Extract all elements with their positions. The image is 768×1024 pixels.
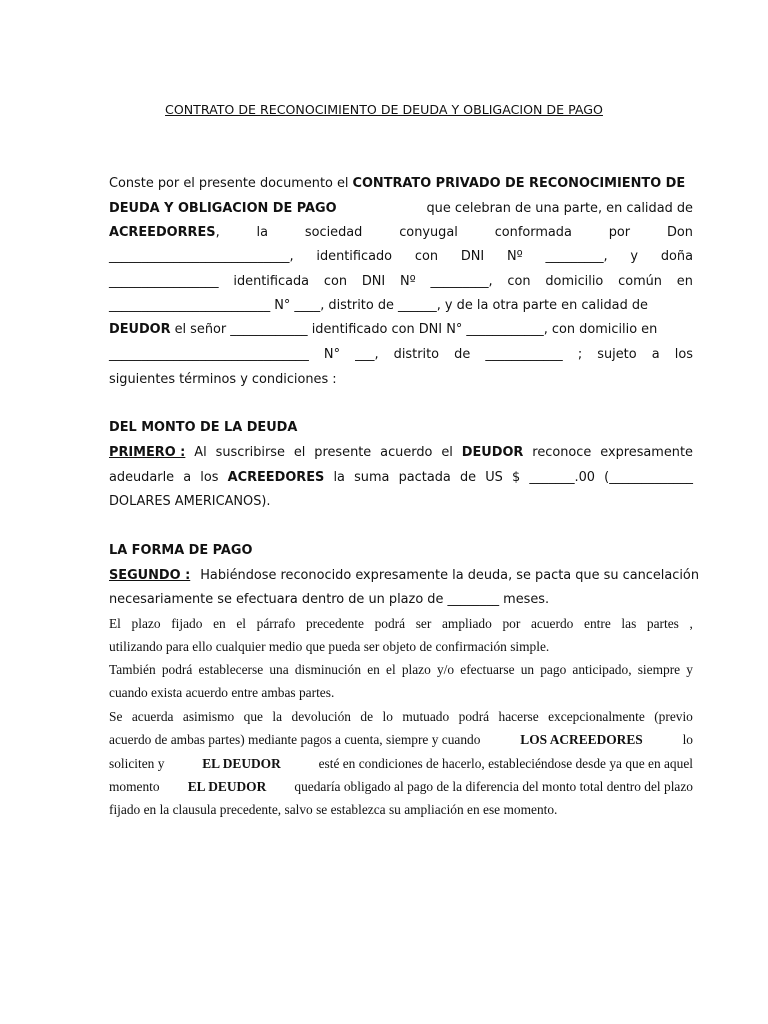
intro-line-5: _________________ identificada con DNI Nº _________, con domicilio común en [109,274,693,289]
section2-line-2: necesariamente se efectuara dentro de un plazo de ________ meses. [109,592,550,607]
document-title: CONTRATO DE RECONOCIMIENTO DE DEUDA Y OBLIGACION DE PAGO [165,102,603,117]
section-heading-monto: DEL MONTO DE LA DEUDA [109,420,298,435]
intro-line-1: Conste por el presente documento el CONTRATO PRIVADO DE RECONOCIMIENTO DE [109,176,686,191]
section2-para3-line-1: Se acuerda asimismo que la devolución de lo mutuado podrá hacerse excepcionalmente (previo [109,709,693,724]
section-heading-forma-pago: LA FORMA DE PAGO [109,543,253,558]
section1-line-3: DOLARES AMERICANOS). [109,494,271,509]
intro-line-4: ____________________________, identificado con DNI Nº _________, y doña [109,249,693,264]
intro-line-2: DEUDA Y OBLIGACION DE PAGO que celebran de una parte, en calidad de [109,201,693,216]
section1-line-1: PRIMERO : Al suscribirse el presente acuerdo el DEUDOR reconoce expresamente [109,445,693,460]
section2-para2-line-1: También podrá establecerse una disminución en el plazo y/o efectuarse un pago anticipado, siempre y [109,662,693,677]
intro-line-8: _______________________________ N° ___, distrito de ____________ ; sujeto a los [109,347,693,362]
section2-para3-line-5: fijado en la clausula precedente, salvo se establezca su ampliación en ese momento. [109,802,558,817]
section2-para1-line-2: utilizando para ello cualquier medio que pueda ser objeto de confirmación simple. [109,639,550,654]
section2-para2-line-2: cuando exista acuerdo entre ambas partes. [109,685,335,700]
section1-line-2: adeudarle a los ACREEDORES la suma pactada de US $ _______.00 (_____________ [109,470,693,485]
section2-line-1: SEGUNDO : Habiéndose reconocido expresamente la deuda, se pacta que su cancelación [109,568,699,583]
intro-line-7: DEUDOR el señor ____________ identificado con DNI N° ____________, con domicilio en [109,322,658,337]
intro-line-6: _________________________ N° ____, distrito de ______, y de la otra parte en calidad de [109,298,648,313]
section2-para3-line-4: momento EL DEUDOR quedaría obligado al pago de la diferencia del monto total dentro del plazo [109,779,693,794]
intro-line-9: siguientes términos y condiciones : [109,372,337,387]
intro-line-3: ACREEDORRES, la sociedad conyugal conformada por Don [109,225,693,240]
section2-para3-line-2: acuerdo de ambas partes) mediante pagos a cuenta, siempre y cuando LOS ACREEDORES lo [109,732,693,747]
section2-para3-line-3: soliciten y EL DEUDOR esté en condiciones de hacerlo, estableciéndose desde ya que en aquel [109,756,693,771]
section2-para1-line-1: El plazo fijado en el párrafo precedente podrá ser ampliado por acuerdo entre las partes , [109,616,693,631]
